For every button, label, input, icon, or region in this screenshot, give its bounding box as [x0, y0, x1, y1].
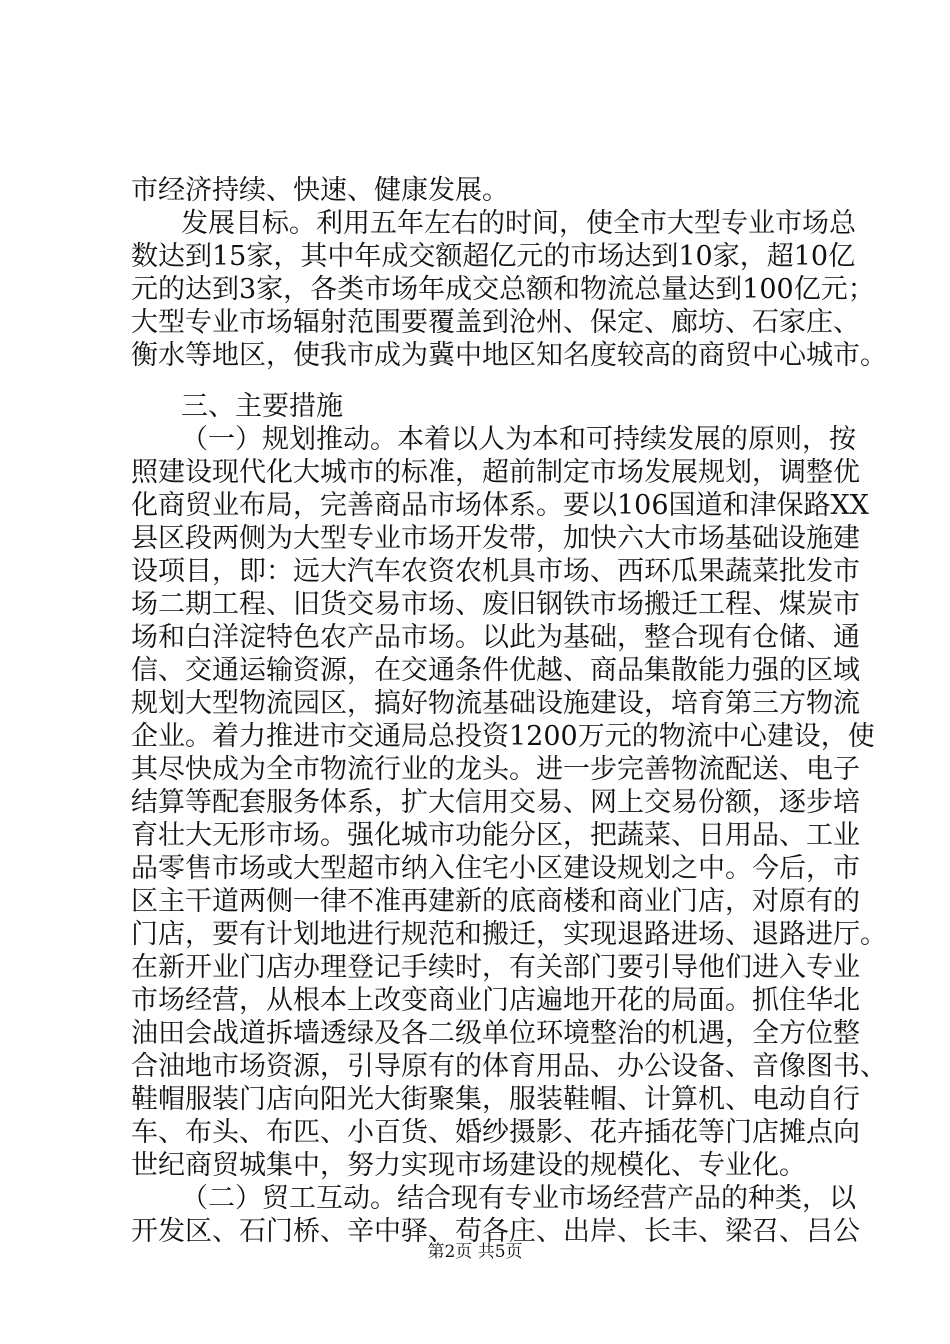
text-line: 发展目标。利用五年左右的时间，使全市大型专业市场总	[181, 208, 856, 239]
text-line: （二）贸工互动。结合现有专业市场经营产品的种类，以	[181, 1183, 856, 1214]
text-line: 信、交通运输资源，在交通条件优越、商品集散能力强的区域	[131, 655, 860, 686]
section-heading: 三、主要措施	[181, 391, 343, 422]
text-line: 企业。着力推进市交通局总投资1200万元的物流中心建设，使	[131, 721, 875, 752]
text-line: 照建设现代化大城市的标准，超前制定市场发展规划，调整优	[131, 457, 860, 488]
text-line: 场和白洋淀特色农产品市场。以此为基础，整合现有仓储、通	[131, 622, 860, 653]
text-line: 设项目，即：远大汽车农资农机具市场、西环瓜果蔬菜批发市	[131, 556, 860, 587]
text-line: 市场经营，从根本上改变商业门店遍地开花的局面。抓住华北	[131, 985, 860, 1016]
text-line: 衡水等地区，使我市成为冀中地区知名度较高的商贸中心城市。	[131, 340, 887, 371]
page-number-footer: 第2页 共5页	[427, 1242, 523, 1262]
text-line: 大型专业市场辐射范围要覆盖到沧州、保定、廊坊、石家庄、	[131, 307, 860, 338]
text-line: 在新开业门店办理登记手续时，有关部门要引导他们进入专业	[131, 952, 860, 983]
text-line: 车、布头、布匹、小百货、婚纱摄影、花卉插花等门店摊点向	[131, 1117, 860, 1148]
text-line: 市经济持续、快速、健康发展。	[131, 175, 509, 206]
text-line: 规划大型物流园区，搞好物流基础设施建设，培育第三方物流	[131, 688, 860, 719]
text-line: 区主干道两侧一律不准再建新的底商楼和商业门店，对原有的	[131, 886, 860, 917]
text-line: 合油地市场资源，引导原有的体育用品、办公设备、音像图书、	[131, 1051, 887, 1082]
text-line: 其尽快成为全市物流行业的龙头。进一步完善物流配送、电子	[131, 754, 860, 785]
text-line: 化商贸业布局，完善商品市场体系。要以106国道和津保路XX	[131, 490, 869, 521]
text-line: 育壮大无形市场。强化城市功能分区，把蔬菜、日用品、工业	[131, 820, 860, 851]
text-line: 门店，要有计划地进行规范和搬迁，实现退路进场、退路进厅。	[131, 919, 887, 950]
text-line: 油田会战道拆墙透绿及各二级单位环境整治的机遇，全方位整	[131, 1018, 860, 1049]
text-line: 数达到15家，其中年成交额超亿元的市场达到10家，超10亿	[131, 241, 856, 272]
text-line: 开发区、石门桥、辛中驿、苟各庄、出岸、长丰、梁召、吕公	[131, 1216, 860, 1247]
text-line: 结算等配套服务体系，扩大信用交易、网上交易份额，逐步培	[131, 787, 860, 818]
text-line: 品零售市场或大型超市纳入住宅小区建设规划之中。今后，市	[131, 853, 860, 884]
text-line: 鞋帽服装门店向阳光大街聚集，服装鞋帽、计算机、电动自行	[131, 1084, 860, 1115]
text-line: 县区段两侧为大型专业市场开发带，加快六大市场基础设施建	[131, 523, 860, 554]
text-line: 世纪商贸城集中，努力实现市场建设的规模化、专业化。	[131, 1150, 806, 1181]
text-line: 场二期工程、旧货交易市场、废旧钢铁市场搬迁工程、煤炭市	[131, 589, 860, 620]
text-line: 元的达到3家，各类市场年成交总额和物流总量达到100亿元；	[131, 274, 875, 305]
text-line: （一）规划推动。本着以人为本和可持续发展的原则，按	[181, 424, 856, 455]
